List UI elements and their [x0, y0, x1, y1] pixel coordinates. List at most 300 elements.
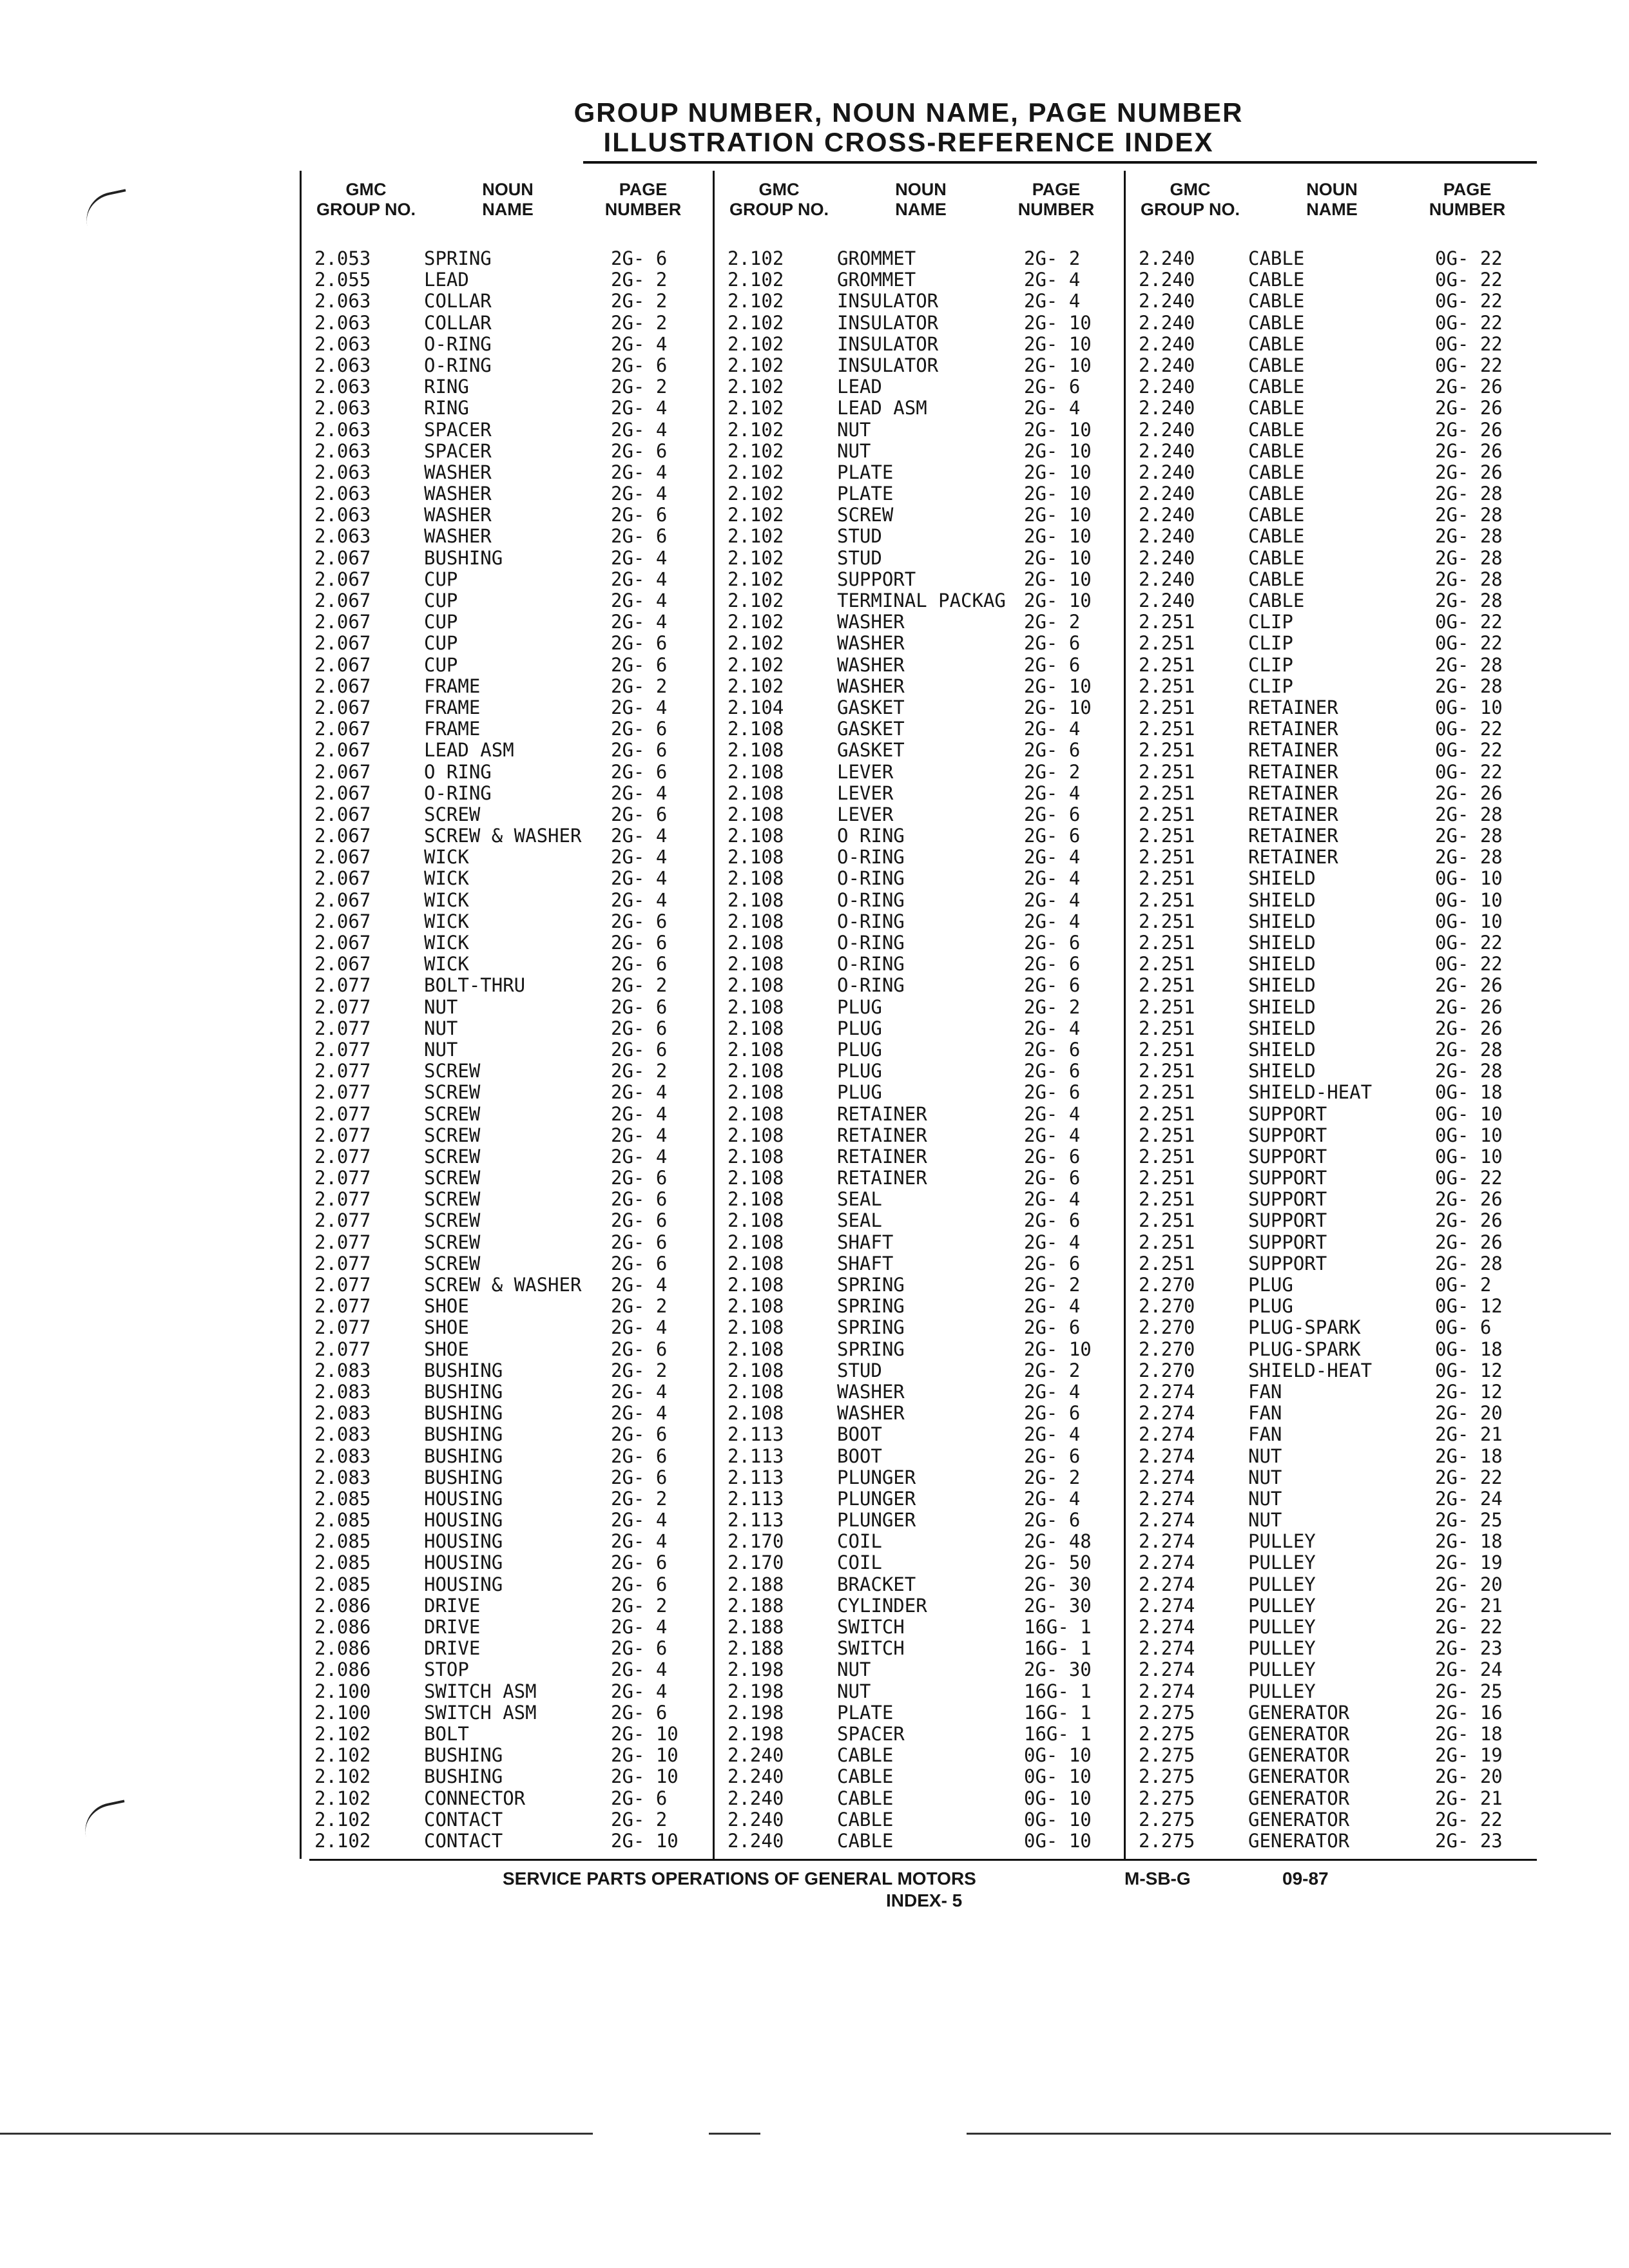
- group-number-cell: 2.251: [1139, 825, 1195, 847]
- noun-name-cell: CABLE: [837, 1744, 894, 1767]
- page-number-cell: 16G- 1: [1024, 1616, 1092, 1638]
- page-number-cell: 2G- 2: [1024, 1466, 1081, 1488]
- table-row: [302, 1446, 713, 1467]
- group-number-cell: 2.240: [1139, 525, 1195, 548]
- noun-name-cell: LEVER: [837, 782, 894, 804]
- table-row: [302, 376, 713, 398]
- group-number-cell: 2.055: [314, 269, 371, 291]
- page-number-cell: 2G- 6: [611, 739, 668, 762]
- page-number-cell: 2G- 4: [611, 867, 668, 890]
- noun-name-cell: SEAL: [837, 1209, 882, 1232]
- page-number-cell: 2G- 6: [611, 504, 668, 526]
- table-row: [715, 248, 1126, 269]
- page-number-cell: 2G- 6: [611, 653, 668, 676]
- page-number-cell: 2G- 21: [1435, 1594, 1503, 1617]
- table-row: [302, 1531, 713, 1552]
- table-row: [1126, 1210, 1537, 1231]
- table-row: [302, 911, 713, 932]
- index-column-1: [302, 171, 713, 1859]
- page-number-cell: 2G- 10: [1024, 546, 1092, 569]
- group-number-cell: 2.067: [314, 760, 371, 783]
- noun-name-cell: BUSHING: [424, 546, 503, 569]
- noun-name-cell: SUPPORT: [1248, 1102, 1327, 1125]
- table-row: [715, 847, 1126, 868]
- noun-name-cell: SUPPORT: [1248, 1209, 1327, 1232]
- noun-name-cell: SCREW: [837, 504, 894, 526]
- group-number-cell: 2.067: [314, 825, 371, 847]
- group-number-cell: 2.251: [1139, 1188, 1195, 1211]
- group-number-cell: 2.251: [1139, 867, 1195, 890]
- page-number-cell: 2G- 2: [611, 311, 668, 334]
- page-number-cell: 2G- 6: [611, 1573, 668, 1595]
- group-number-cell: 2.077: [314, 1274, 371, 1296]
- page-number-cell: 0G- 22: [1435, 247, 1503, 269]
- table-row: [302, 1274, 713, 1296]
- table-row: [302, 505, 713, 526]
- noun-name-cell: WASHER: [837, 632, 905, 655]
- noun-name-cell: WASHER: [424, 483, 492, 505]
- header-page-number: PAGE NUMBER: [1429, 180, 1506, 219]
- page-number-cell: 2G- 6: [611, 1423, 668, 1446]
- group-number-cell: 2.063: [314, 439, 371, 462]
- table-row: [715, 633, 1126, 654]
- table-row: [1126, 505, 1537, 526]
- noun-name-cell: SCREW: [424, 1209, 481, 1232]
- group-number-cell: 2.077: [314, 1081, 371, 1104]
- table-row: [715, 1082, 1126, 1103]
- group-number-cell: 2.102: [728, 632, 784, 655]
- group-number-cell: 2.063: [314, 504, 371, 526]
- table-row: [715, 398, 1126, 419]
- table-row: [715, 1702, 1126, 1724]
- page-number-cell: 2G- 10: [1024, 354, 1092, 376]
- noun-name-cell: O-RING: [837, 974, 905, 997]
- group-number-cell: 2.063: [314, 332, 371, 355]
- group-number-cell: 2.251: [1139, 675, 1195, 697]
- column-header: [1126, 171, 1537, 242]
- table-row: [715, 1681, 1126, 1702]
- page-number-cell: 2G- 6: [1024, 932, 1081, 954]
- table-row: [1126, 1253, 1537, 1274]
- noun-name-cell: SWITCH ASM: [424, 1701, 537, 1724]
- page-number-cell: 2G- 26: [1435, 974, 1503, 997]
- table-row: [715, 1403, 1126, 1424]
- page-number-cell: 2G- 20: [1435, 1402, 1503, 1425]
- group-number-cell: 2.067: [314, 546, 371, 569]
- group-number-cell: 2.063: [314, 418, 371, 441]
- group-number-cell: 2.275: [1139, 1787, 1195, 1809]
- noun-name-cell: GENERATOR: [1248, 1808, 1350, 1831]
- page-number-cell: 2G- 6: [611, 1787, 668, 1809]
- noun-name-cell: BOLT-THRU: [424, 974, 526, 997]
- group-number-cell: 2.067: [314, 696, 371, 718]
- group-number-cell: 2.251: [1139, 995, 1195, 1018]
- table-row: [1126, 1745, 1537, 1766]
- table-row: [715, 590, 1126, 611]
- noun-name-cell: SHOE: [424, 1295, 469, 1318]
- page-number-cell: 2G- 22: [1435, 1616, 1503, 1638]
- page-number-cell: 0G- 22: [1435, 739, 1503, 762]
- noun-name-cell: NUT: [424, 995, 458, 1018]
- noun-name-cell: CABLE: [1248, 439, 1305, 462]
- table-row: [1126, 1681, 1537, 1702]
- group-number-cell: 2.170: [728, 1552, 784, 1574]
- noun-name-cell: FAN: [1248, 1380, 1282, 1403]
- page-number-cell: 0G- 18: [1435, 1081, 1503, 1104]
- bottom-scan-line: [0, 2133, 593, 2135]
- noun-name-cell: O-RING: [837, 932, 905, 954]
- group-number-cell: 2.274: [1139, 1658, 1195, 1681]
- column-header: [302, 171, 713, 242]
- group-number-cell: 2.077: [314, 1060, 371, 1082]
- page-number-cell: 2G- 4: [611, 590, 668, 611]
- noun-name-cell: SUPPORT: [1248, 1124, 1327, 1146]
- page-number-cell: 0G- 2: [1435, 1274, 1492, 1296]
- group-number-cell: 2.251: [1139, 889, 1195, 911]
- table-row: [715, 1745, 1126, 1766]
- group-number-cell: 2.198: [728, 1680, 784, 1702]
- noun-name-cell: SHIELD: [1248, 974, 1316, 997]
- column-rows: [1126, 248, 1537, 1852]
- table-row: [302, 868, 713, 889]
- page-title: [554, 98, 1263, 157]
- group-number-cell: 2.240: [1139, 439, 1195, 462]
- page-number-cell: 2G- 4: [611, 1658, 668, 1681]
- group-number-cell: 2.108: [728, 1295, 784, 1318]
- page-number-cell: 2G- 22: [1435, 1466, 1503, 1488]
- noun-name-cell: BUSHING: [424, 1744, 503, 1767]
- noun-name-cell: LEVER: [837, 760, 894, 783]
- table-row: [302, 398, 713, 419]
- page-number-cell: 0G- 10: [1024, 1744, 1092, 1767]
- group-number-cell: 2.240: [728, 1808, 784, 1831]
- noun-name-cell: RETAINER: [1248, 739, 1338, 762]
- page-number-cell: 2G- 30: [1024, 1594, 1092, 1617]
- noun-name-cell: PULLEY: [1248, 1637, 1316, 1660]
- table-row: [302, 1104, 713, 1125]
- noun-name-cell: PLUG: [837, 1038, 882, 1061]
- table-row: [302, 997, 713, 1018]
- page-number-cell: 0G- 18: [1435, 1338, 1503, 1360]
- noun-name-cell: PLUG-SPARK: [1248, 1316, 1361, 1339]
- table-row: [715, 334, 1126, 355]
- table-row: [715, 483, 1126, 505]
- noun-name-cell: GROMMET: [837, 247, 916, 269]
- group-number-cell: 2.270: [1139, 1338, 1195, 1360]
- table-row: [1126, 569, 1537, 590]
- group-number-cell: 2.077: [314, 1188, 371, 1211]
- page-number-cell: 2G- 6: [1024, 1167, 1081, 1189]
- table-row: [1126, 419, 1537, 441]
- page-number-cell: 0G- 10: [1435, 910, 1503, 932]
- group-number-cell: 2.102: [728, 525, 784, 548]
- header-noun-name: NOUN NAME: [895, 180, 947, 219]
- page-number-cell: 2G- 26: [1435, 1017, 1503, 1039]
- table-row: [1126, 1467, 1537, 1488]
- noun-name-cell: CABLE: [837, 1765, 894, 1788]
- group-number-cell: 2.067: [314, 782, 371, 804]
- noun-name-cell: CLIP: [1248, 632, 1293, 655]
- noun-name-cell: O-RING: [837, 910, 905, 932]
- noun-name-cell: WICK: [424, 867, 469, 890]
- noun-name-cell: SHAFT: [837, 1252, 894, 1274]
- group-number-cell: 2.077: [314, 1167, 371, 1189]
- page-number-cell: 2G- 10: [611, 1829, 679, 1852]
- group-number-cell: 2.275: [1139, 1744, 1195, 1767]
- page-number-cell: 2G- 4: [1024, 867, 1081, 890]
- header-page-number: PAGE NUMBER: [1017, 180, 1095, 219]
- table-row: [302, 1510, 713, 1531]
- group-number-cell: 2.240: [1139, 590, 1195, 611]
- table-row: [715, 890, 1126, 911]
- group-number-cell: 2.251: [1139, 1038, 1195, 1061]
- noun-name-cell: NUT: [837, 439, 871, 462]
- table-row: [715, 1210, 1126, 1231]
- table-row: [302, 1467, 713, 1488]
- table-row: [302, 1552, 713, 1573]
- noun-name-cell: CONNECTOR: [424, 1787, 526, 1809]
- group-number-cell: 2.102: [314, 1829, 371, 1852]
- page-number-cell: 2G- 6: [611, 1209, 668, 1232]
- group-number-cell: 2.251: [1139, 760, 1195, 783]
- page-number-cell: 2G- 26: [1435, 397, 1503, 419]
- page-number-cell: 2G- 4: [611, 1402, 668, 1425]
- page-number-cell: 2G- 24: [1435, 1658, 1503, 1681]
- page-number-cell: 2G- 25: [1435, 1680, 1503, 1702]
- table-row: [1126, 1168, 1537, 1189]
- table-row: [715, 1467, 1126, 1488]
- noun-name-cell: BOOT: [837, 1423, 882, 1446]
- group-number-cell: 2.086: [314, 1594, 371, 1617]
- table-row: [1126, 1296, 1537, 1317]
- noun-name-cell: SWITCH: [837, 1637, 905, 1660]
- page-number-cell: 2G- 4: [1024, 290, 1081, 312]
- table-row: [1126, 1125, 1537, 1146]
- noun-name-cell: BOLT: [424, 1722, 469, 1745]
- scan-mark: [80, 1800, 130, 1837]
- page-number-cell: 2G- 2: [1024, 1359, 1081, 1381]
- title-rule: [583, 161, 1537, 164]
- group-number-cell: 2.240: [1139, 332, 1195, 355]
- table-row: [1126, 740, 1537, 761]
- group-number-cell: 2.198: [728, 1722, 784, 1745]
- noun-name-cell: INSULATOR: [837, 311, 939, 334]
- group-number-cell: 2.063: [314, 354, 371, 376]
- group-number-cell: 2.251: [1139, 932, 1195, 954]
- page-number-cell: 2G- 6: [1024, 1402, 1081, 1425]
- group-number-cell: 2.102: [314, 1765, 371, 1788]
- group-number-cell: 2.108: [728, 1188, 784, 1211]
- page-number-cell: 2G- 28: [1435, 568, 1503, 590]
- noun-name-cell: RING: [424, 397, 469, 419]
- noun-name-cell: GENERATOR: [1248, 1765, 1350, 1788]
- page-number-cell: 0G- 10: [1435, 696, 1503, 718]
- table-row: [715, 1638, 1126, 1659]
- group-number-cell: 2.188: [728, 1594, 784, 1617]
- page-number-cell: 2G- 4: [611, 1124, 668, 1146]
- noun-name-cell: RETAINER: [1248, 718, 1338, 740]
- column-rows: [715, 248, 1126, 1852]
- group-number-cell: 2.067: [314, 739, 371, 762]
- page-number-cell: 2G- 28: [1435, 546, 1503, 569]
- group-number-cell: 2.067: [314, 675, 371, 697]
- noun-name-cell: SCREW: [424, 1124, 481, 1146]
- page-number-cell: 2G- 4: [611, 332, 668, 355]
- table-row: [715, 762, 1126, 783]
- table-row: [715, 1809, 1126, 1831]
- page-number-cell: 2G- 26: [1435, 461, 1503, 483]
- table-row: [715, 1724, 1126, 1745]
- title-line-2: ILLUSTRATION CROSS-REFERENCE INDEX: [603, 127, 1214, 157]
- noun-name-cell: WASHER: [837, 1402, 905, 1425]
- table-row: [1126, 1595, 1537, 1617]
- noun-name-cell: SPRING: [837, 1316, 905, 1339]
- group-number-cell: 2.063: [314, 311, 371, 334]
- noun-name-cell: BUSHING: [424, 1402, 503, 1425]
- table-row: [302, 954, 713, 975]
- page-number-cell: 2G- 30: [1024, 1658, 1092, 1681]
- noun-name-cell: O-RING: [837, 953, 905, 975]
- noun-name-cell: SCREW & WASHER: [424, 825, 582, 847]
- page-number-cell: 2G- 6: [1024, 1145, 1081, 1168]
- page-number-cell: 0G- 22: [1435, 332, 1503, 355]
- table-row: [302, 1638, 713, 1659]
- group-number-cell: 2.251: [1139, 953, 1195, 975]
- noun-name-cell: SWITCH: [837, 1616, 905, 1638]
- table-row: [302, 611, 713, 633]
- noun-name-cell: WASHER: [837, 611, 905, 633]
- page-number-cell: 2G- 6: [611, 632, 668, 655]
- table-row: [1126, 1574, 1537, 1595]
- page-number-cell: 0G- 10: [1024, 1829, 1092, 1852]
- page-number-cell: 2G- 21: [1435, 1787, 1503, 1809]
- table-row: [302, 1745, 713, 1766]
- page-number-cell: 2G- 4: [611, 782, 668, 804]
- table-row: [715, 1381, 1126, 1403]
- noun-name-cell: LEAD ASM: [837, 397, 927, 419]
- page-number-cell: 2G- 2: [611, 1487, 668, 1510]
- group-number-cell: 2.188: [728, 1637, 784, 1660]
- noun-name-cell: GROMMET: [837, 269, 916, 291]
- group-number-cell: 2.102: [728, 290, 784, 312]
- noun-name-cell: SPACER: [424, 418, 492, 441]
- noun-name-cell: NUT: [1248, 1509, 1282, 1532]
- table-row: [302, 1296, 713, 1317]
- table-row: [715, 1766, 1126, 1787]
- table-row: [715, 355, 1126, 376]
- noun-name-cell: PLATE: [837, 461, 894, 483]
- table-row: [302, 1125, 713, 1146]
- noun-name-cell: FRAME: [424, 696, 481, 718]
- group-number-cell: 2.274: [1139, 1530, 1195, 1553]
- noun-name-cell: CABLE: [1248, 418, 1305, 441]
- page-number-cell: 2G- 2: [611, 376, 668, 398]
- group-number-cell: 2.104: [728, 696, 784, 718]
- page-number-cell: 2G- 6: [611, 953, 668, 975]
- page-number-cell: 2G- 4: [611, 1616, 668, 1638]
- noun-name-cell: GENERATOR: [1248, 1701, 1350, 1724]
- noun-name-cell: CABLE: [1248, 461, 1305, 483]
- table-row: [715, 1595, 1126, 1617]
- table-row: [715, 1446, 1126, 1467]
- page-number-cell: 2G- 16: [1435, 1701, 1503, 1724]
- table-row: [1126, 1082, 1537, 1103]
- noun-name-cell: CABLE: [837, 1787, 894, 1809]
- page-number-cell: 2G- 48: [1024, 1530, 1092, 1553]
- noun-name-cell: HOUSING: [424, 1552, 503, 1574]
- noun-name-cell: RETAINER: [1248, 760, 1338, 783]
- group-number-cell: 2.077: [314, 974, 371, 997]
- page-number-cell: 2G- 2: [611, 1808, 668, 1831]
- page-number-cell: 2G- 30: [1024, 1573, 1092, 1595]
- table-row: [715, 376, 1126, 398]
- noun-name-cell: CUP: [424, 568, 458, 590]
- noun-name-cell: CONTACT: [424, 1808, 503, 1831]
- page-number-cell: 2G- 28: [1435, 590, 1503, 611]
- group-number-cell: 2.102: [728, 568, 784, 590]
- noun-name-cell: SUPPORT: [1248, 1145, 1327, 1168]
- table-row: [302, 1168, 713, 1189]
- noun-name-cell: PLUG: [837, 1060, 882, 1082]
- page-number-cell: 2G- 2: [1024, 611, 1081, 633]
- table-row: [302, 569, 713, 590]
- column-rows: [302, 248, 713, 1852]
- table-row: [302, 334, 713, 355]
- noun-name-cell: SHIELD: [1248, 1017, 1316, 1039]
- group-number-cell: 2.108: [728, 1231, 784, 1253]
- page-number-cell: 0G- 22: [1435, 269, 1503, 291]
- page-number-cell: 0G- 10: [1024, 1808, 1092, 1831]
- table-row: [302, 1039, 713, 1061]
- group-number-cell: 2.240: [1139, 418, 1195, 441]
- noun-name-cell: PULLEY: [1248, 1552, 1316, 1574]
- page-number-cell: 2G- 2: [611, 269, 668, 291]
- group-number-cell: 2.108: [728, 1252, 784, 1274]
- table-row: [302, 312, 713, 334]
- noun-name-cell: SPRING: [837, 1274, 905, 1296]
- table-row: [1126, 1424, 1537, 1445]
- index-column-3: [1124, 171, 1537, 1859]
- page-number-cell: 0G- 10: [1435, 1145, 1503, 1168]
- table-row: [1126, 355, 1537, 376]
- group-number-cell: 2.102: [728, 546, 784, 569]
- noun-name-cell: FRAME: [424, 675, 481, 697]
- noun-name-cell: CABLE: [1248, 397, 1305, 419]
- noun-name-cell: CABLE: [1248, 247, 1305, 269]
- table-row: [1126, 655, 1537, 676]
- group-number-cell: 2.274: [1139, 1509, 1195, 1532]
- page-number-cell: 2G- 4: [1024, 1295, 1081, 1318]
- group-number-cell: 2.240: [1139, 504, 1195, 526]
- table-row: [302, 355, 713, 376]
- noun-name-cell: CABLE: [837, 1808, 894, 1831]
- bottom-scan-line: [967, 2133, 1611, 2135]
- group-number-cell: 2.108: [728, 1102, 784, 1125]
- table-row: [302, 1788, 713, 1809]
- table-row: [302, 1681, 713, 1702]
- table-row: [1126, 997, 1537, 1018]
- page-number-cell: 2G- 10: [1024, 504, 1092, 526]
- group-number-cell: 2.108: [728, 760, 784, 783]
- noun-name-cell: SCREW & WASHER: [424, 1274, 582, 1296]
- noun-name-cell: RETAINER: [837, 1124, 927, 1146]
- page-number-cell: 2G- 6: [611, 1038, 668, 1061]
- table-row: [1126, 291, 1537, 312]
- table-row: [715, 697, 1126, 718]
- page-number-cell: 2G- 50: [1024, 1552, 1092, 1574]
- noun-name-cell: SCREW: [424, 1145, 481, 1168]
- group-number-cell: 2.274: [1139, 1445, 1195, 1467]
